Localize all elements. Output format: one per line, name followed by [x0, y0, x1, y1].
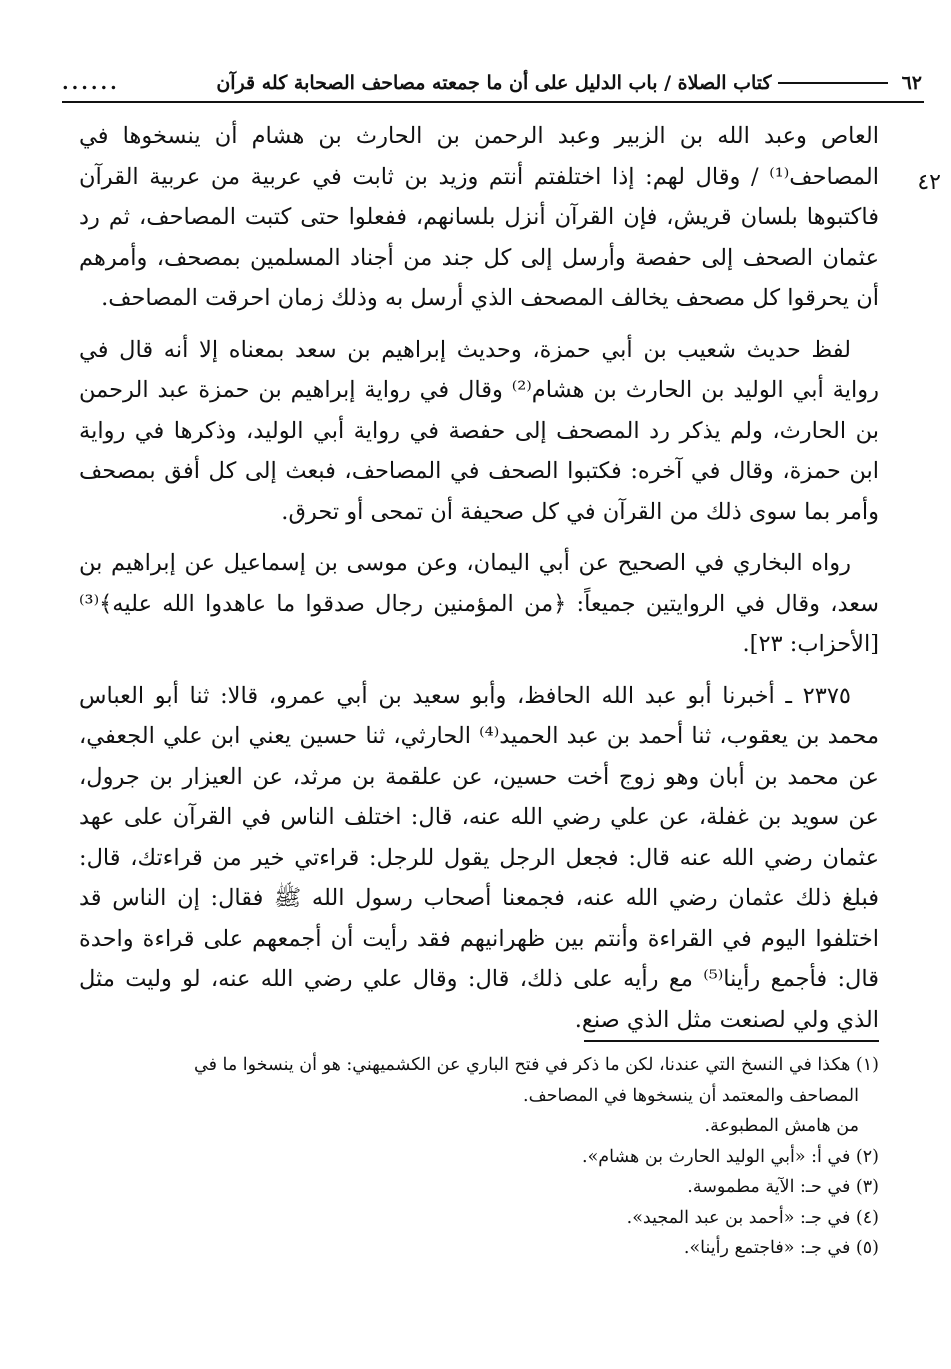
page-number: ٦٢: [901, 72, 922, 94]
main-text: [79, 116, 879, 1051]
running-header: [62, 66, 922, 100]
paragraph: العاص وعبد الله بن الزبير وعبد الرحمن بن الحارث بن هشام أن ينسخوها في المصاحف⁽¹⁾ / وقال لهم: إذا اختلفتم أنتم وزيد بن ثابت في عربية من عربية القرآن فاكتبوها بلسان قريش، فإن القرآن أنزل بلسانهم، ففعلوا حتى كتبت المصاحف، ثم رد عثمان الصحف إلى حفصة وأرسل إلى كل جند من أجناد المسلمين بمصحف، وأمرهم أن يحرقوا كل مصحف يخالف المصحف الذي أرسل به وذلك زمان احرقت المصاحف.: [79, 123, 879, 311]
footnote-1: (١) هكذا في النسخ التي عندنا، لكن ما ذكر في فتح الباري عن الكشميهني: هو أن ينسخوا ما في: [193, 1055, 879, 1075]
footnote-5: (٥) في جـ: «فاجتمع رأينا».: [683, 1238, 879, 1258]
paragraph: رواه البخاري في الصحيح عن أبي اليمان، وعن موسى بن إسماعيل عن إبراهيم بن سعد، وقال في الروايتين جميعاً: ﴿من المؤمنين رجال صدقوا ما عاهدوا الله عليه﴾⁽³⁾ [الأحزاب: ٢٣].: [79, 550, 879, 657]
header-title: كتاب الصلاة / باب الدليل على أن ما جمعته مصاحف الصحابة كله قرآن: [216, 72, 772, 94]
header-rule: [62, 101, 924, 103]
footnote-3: (٣) في حـ: الآية مطموسة.: [687, 1177, 879, 1197]
header-dash: [778, 82, 888, 84]
footnote-2: (٢) في أ: «أبي الوليد الحارث بن هشام».: [582, 1146, 879, 1167]
paragraph: لفظ حديث شعيب بن أبي حمزة، وحديث إبراهيم بن سعد بمعناه إلا أنه قال في رواية أبي الوليد بن الحارث بن هشام⁽²⁾ وقال في رواية إبراهيم بن حمزة عبد الرحمن بن الحارث، ولم يذكر رد المصحف إلى حفصة في رواية أبي الوليد، وذكرها في رواية ابن حمزة، وقال في آخره: فكتبوا الصحف في المصاحف، فبعث إلى كل أفق بمصحف وأمر بما سوى ذلك من القرآن في كل صحيفة أن تمحى أو تحرق.: [79, 336, 879, 525]
footnote-4: (٤) في جـ: «أحمد بن عبد المجيد».: [626, 1207, 879, 1228]
header-dots: ......: [62, 72, 120, 94]
margin-page-number: ٤٢: [917, 170, 941, 195]
footnote-1-source: من هامش المطبوعة.: [704, 1116, 859, 1136]
footnote-separator: [584, 1040, 879, 1042]
footnotes: [79, 1050, 879, 1264]
hadith-paragraph: ٢٣٧٥ ـ أخبرنا أبو عبد الله الحافظ، وأبو سعيد بن أبي عمرو، قالا: ثنا أبو العباس محمد بن يعقوب، ثنا أحمد بن عبد الحميد⁽⁴⁾ الحارثي، ثنا حسين يعني ابن علي الجعفي، عن محمد بن أبان وهو زوج أخت حسين، عن علقمة بن مرثد، عن العيزار بن جرول، عن سويد بن غفلة، عن علي رضي الله عنه، قال: اختلف الناس في القرآن على عهد عثمان رضي الله عنه قال: فجعل الرجل يقول للرجل: قراءتي خير من قراءتك، قال: فبلغ ذلك عثمان رضي الله عنه، فجمعنا أصحاب رسول الله ﷺ فقال: إن الناس قد اختلفوا اليوم في القراءة وأنتم بين ظهرانيهم فقد رأيت أن أجمعهم على قراءة واحدة قال: فأجمع رأينا⁽⁵⁾ مع رأيه على ذلك، قال: وقال علي رضي الله عنه، لو وليت مثل الذي ولي لصنعت مثل الذي صنع.: [79, 682, 880, 1033]
footnote-1-continuation: المصاحف والمعتمد أن ينسخوها في المصاحف.: [523, 1085, 859, 1106]
